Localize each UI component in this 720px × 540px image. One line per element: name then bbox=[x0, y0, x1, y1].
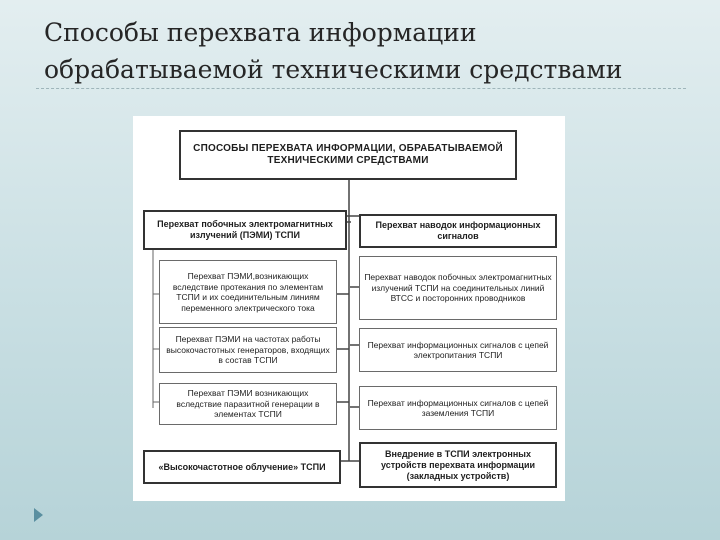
right-bottom-label: Внедрение в ТСПИ электронных устройств перехвата информации (закладных устройств) bbox=[380, 448, 536, 481]
left-item-label-3: Перехват ПЭМИ возникающих вследствие паразитной генерации в элементах ТСПИ bbox=[176, 388, 320, 420]
right-item-node-2 bbox=[359, 328, 557, 372]
left-item-node-2 bbox=[159, 327, 337, 373]
left-header-node bbox=[143, 210, 347, 250]
right-item-node-3 bbox=[359, 386, 557, 430]
slide-title: Способы перехвата информации обрабатываемой техническими средствами bbox=[44, 18, 623, 84]
right-header-label: Перехват наводок информационных сигналов bbox=[375, 220, 541, 241]
play-arrow-icon[interactable] bbox=[34, 508, 43, 522]
diagram-panel bbox=[133, 116, 565, 501]
right-bottom-node bbox=[359, 442, 557, 488]
left-header-label: Перехват побочных электромагнитных излучений (ПЭМИ) ТСПИ bbox=[157, 219, 333, 240]
left-item-label-1: Перехват ПЭМИ,возникающих вследствие протекания по элементам ТСПИ и их соединительным линиям переменного электрического тока bbox=[172, 271, 324, 313]
right-item-label-2: Перехват информационных сигналов с цепей электропитания ТСПИ bbox=[367, 339, 549, 360]
title-divider bbox=[36, 88, 686, 89]
root-node bbox=[179, 130, 517, 180]
right-item-node-1 bbox=[359, 256, 557, 320]
left-item-node-1 bbox=[159, 260, 337, 324]
left-item-node-3 bbox=[159, 383, 337, 425]
left-bottom-node bbox=[143, 450, 341, 484]
right-header-node bbox=[359, 214, 557, 248]
right-item-label-1: Перехват наводок побочных электромагнитных излучений ТСПИ на соединительных линий ВТСС и посторонних проводников bbox=[364, 272, 552, 304]
right-item-label-3: Перехват информационных сигналов с цепей заземления ТСПИ bbox=[367, 397, 549, 418]
left-bottom-label: «Высокочастотное облучение» ТСПИ bbox=[158, 461, 326, 472]
root-label: СПОСОБЫ ПЕРЕХВАТА ИНФОРМАЦИИ, ОБРАБАТЫВАЕМОЙ ТЕХНИЧЕСКИМИ СРЕДСТВАМИ bbox=[193, 143, 503, 166]
left-item-label-2: Перехват ПЭМИ на частотах работы высокочастотных генераторов, входящих в состав ТСПИ bbox=[166, 334, 330, 366]
